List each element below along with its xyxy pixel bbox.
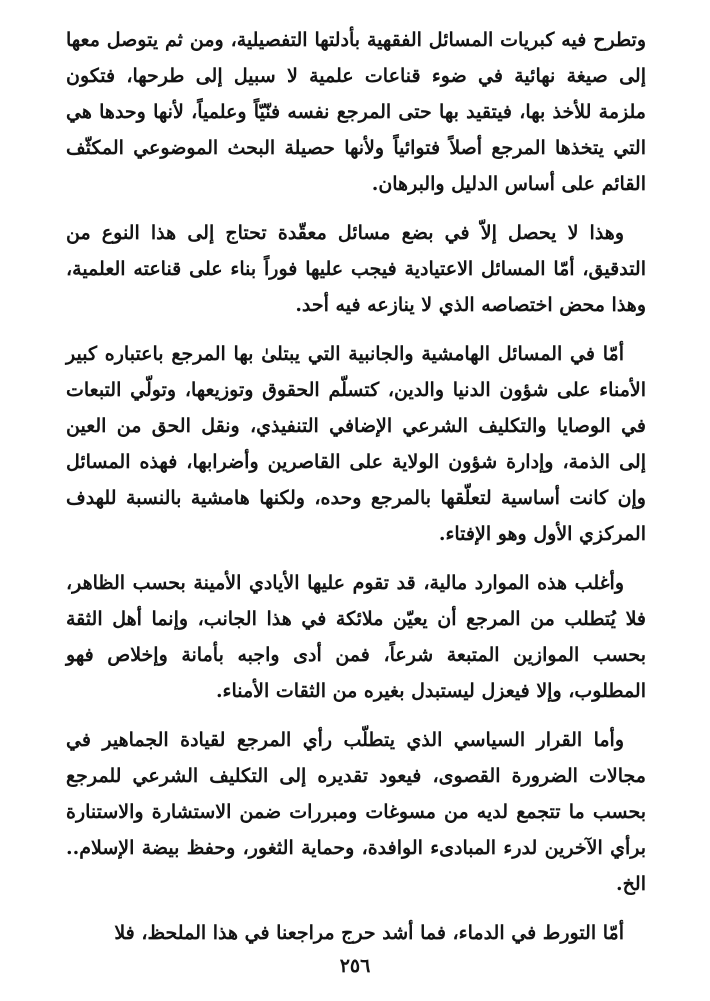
paragraph-6: أمّا التورط في الدماء، فما أشد حرج مراجعنا في هذا الملحظ، فلا [114,922,624,944]
paragraph-3: أمّا في المسائل الهامشية والجانبية التي يبتلىٰ بها المرجع باعتباره كبير الأمناء على شؤون الدنيا والدين، كتسلّم الحقوق وتوزيعها، وتولّي التبعات في الوصايا والتكليف الشرعي الإضافي التنفيذي، ونقل الحق من العين إلى الذمة، وإدارة شؤون الولاية على القاصرين وأضرابها، فهذه المسائل وإن كانت أساسية لتعلّقها بالمرجع وحده، ولكنها هامشية بالنسبة للهدف المركزي الأول وهو الإفتاء. [66,343,646,545]
paragraph-1: وتطرح فيه كبريات المسائل الفقهية بأدلتها التفصيلية، ومن ثم يتوصل معها إلى صيغة نهائية في ضوء قناعات علمية لا سبيل إلى طرحها، فتكون ملزمة للأخذ بها، فيتقيد بها حتى المرجع نفسه فنّيّاً وعلمياً، لأنها وحدها هي التي يتخذها المرجع أصلاً فتوائياً ولأنها حصيلة البحث الموضوعي المكثّف القائم على أساس الدليل والبرهان. [66,29,646,195]
paragraph-2: وهذا لا يحصل إلاّ في بضع مسائل معقّدة تحتاج إلى هذا النوع من التدقيق، أمّا المسائل الاعتيادية فيجب عليها فوراً بناء على قناعته العلمية، وهذا محض اختصاصه الذي لا ينازعه فيه أحد. [66,222,646,316]
paragraph-5: وأما القرار السياسي الذي يتطلّب رأي المرجع لقيادة الجماهير في مجالات الضرورة القصوى، فيعود تقديره إلى التكليف الشرعي للمرجع بحسب ما تتجمع لديه من مسوغات ومبررات ضمن الاستشارة والاستنارة برأي الآخرين لدرء المبادىء الوافدة، وحماية الثغور، وحفظ بيضة الإسلام.. الخ. [66,729,646,895]
page-body [66,22,646,964]
paragraph-4: وأغلب هذه الموارد مالية، قد تقوم عليها الأيادي الأمينة بحسب الظاهر، فلا يُتطلب من المرجع أن يعيّن ملائكة في هذا الجانب، وإنما أهل الثقة بحسب الموازين المتبعة شرعاً، فمن أدى واجبه بأمانة وإخلاص فهو المطلوب، وإلا فيعزل ليستبدل بغيره من الثقات الأمناء. [66,572,646,702]
page-number: ٢٥٦ [339,955,371,977]
